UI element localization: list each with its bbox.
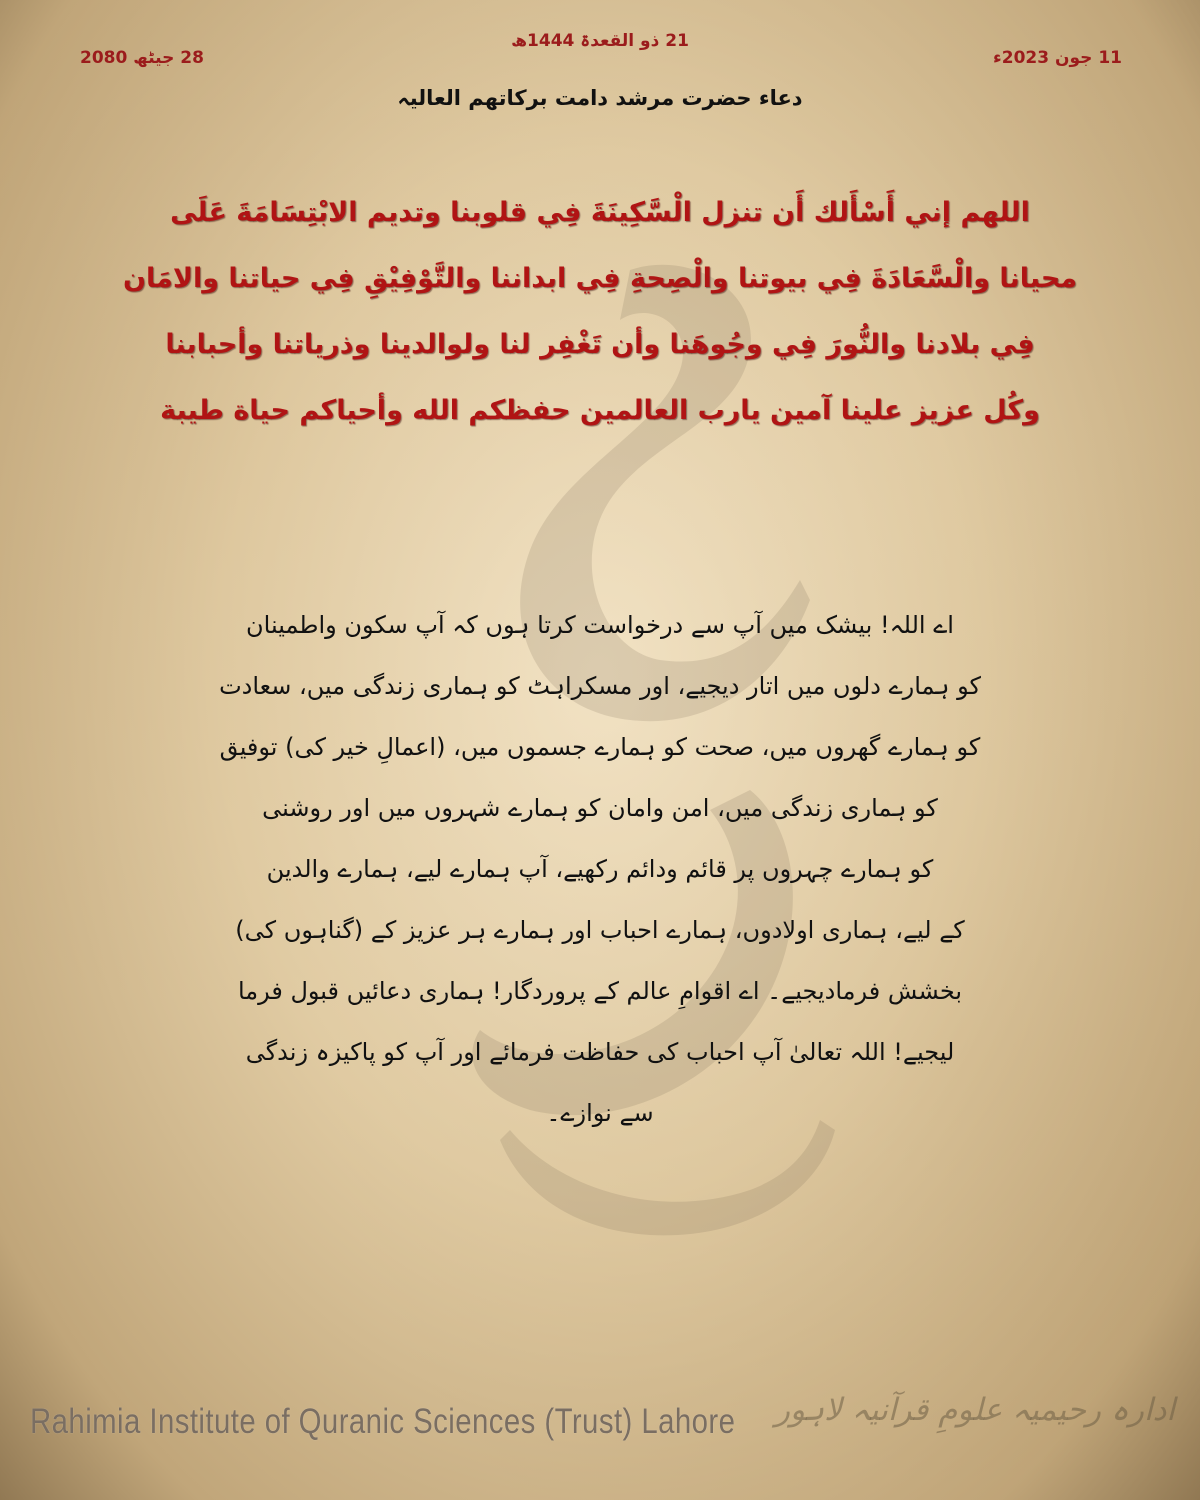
urdu-translation-line: لیجیے! اللہ تعالیٰ آپ احباب کی حفاظت فرمائے اور آپ کو پاکیزہ زندگی [245,1038,955,1066]
bikrami-date: 28 جیٹھ 2080 [80,48,204,68]
urdu-translation-line: اے اللہ! بیشک میں آپ سے درخواست کرتا ہوں کہ آپ سکون واطمینان [246,611,954,639]
hijri-date: 21 ذو القعدۃ 1444ھ [511,31,689,51]
urdu-translation-line: کے لیے، ہماری اولادوں، ہمارے احباب اور ہمارے ہر عزیز کے (گناہوں کی) [235,916,965,944]
urdu-translation-line: سے نوازے۔ [546,1099,654,1127]
arabic-dua-line: محيانا والْسَّعَادَةَ فِي بيوتنا والْصِحةِ فِي ابداننا والتَّوْفِيْقِ فِي حياتنا والامَان [122,263,1078,294]
urdu-translation-line: کو ہمارے دلوں میں اتار دیجیے، اور مسکراہٹ کو ہماری زندگی میں، سعادت [219,672,981,700]
urdu-translation-block [150,595,1050,1144]
gregorian-date: 11 جون 2023ء [993,48,1122,68]
arabic-dua-line: اللهم إني أَسْأَلك أَن تنزل الْسَّكِينَةَ فِي قلوبنا وتديم الابْتِسَامَةَ عَلَى [170,197,1030,228]
urdu-translation-line: کو ہماری زندگی میں، امن وامان کو ہمارے شہروں میں اور روشنی [262,794,938,822]
arabic-dua-line: وكُل عزيز علينا آمين يارب العالمين حفظكم الله وأحياكم حياة طيبة [160,395,1040,426]
urdu-translation-line: کو ہمارے چہروں پر قائم ودائم رکھیے، آپ ہمارے لیے، ہمارے والدین [266,855,934,883]
institute-logo-urdu: ادارہ رحیمیہ علومِ قرآنیہ لاہور [775,1392,1175,1428]
urdu-translation-line: بخشش فرمادیجیے۔ اے اقوامِ عالم کے پروردگار! ہماری دعائیں قبول فرما [237,977,963,1005]
arabic-dua-line: فِي بلادنا والنُّورَ فِي وجُوهَنا وأن تَغْفِر لنا ولوالدينا وذرياتنا وأحبابنا [165,329,1035,360]
arabic-dua-block [80,180,1120,444]
dua-title: دعاء حضرت مرشد دامت برکاتھم العالیہ [397,86,803,110]
institute-name-english: Rahimia Institute of Quranic Sciences (Trust) Lahore [30,1402,736,1441]
urdu-translation-line: کو ہمارے گھروں میں، صحت کو ہمارے جسموں میں، (اعمالِ خیر کی) توفیق [219,733,981,761]
